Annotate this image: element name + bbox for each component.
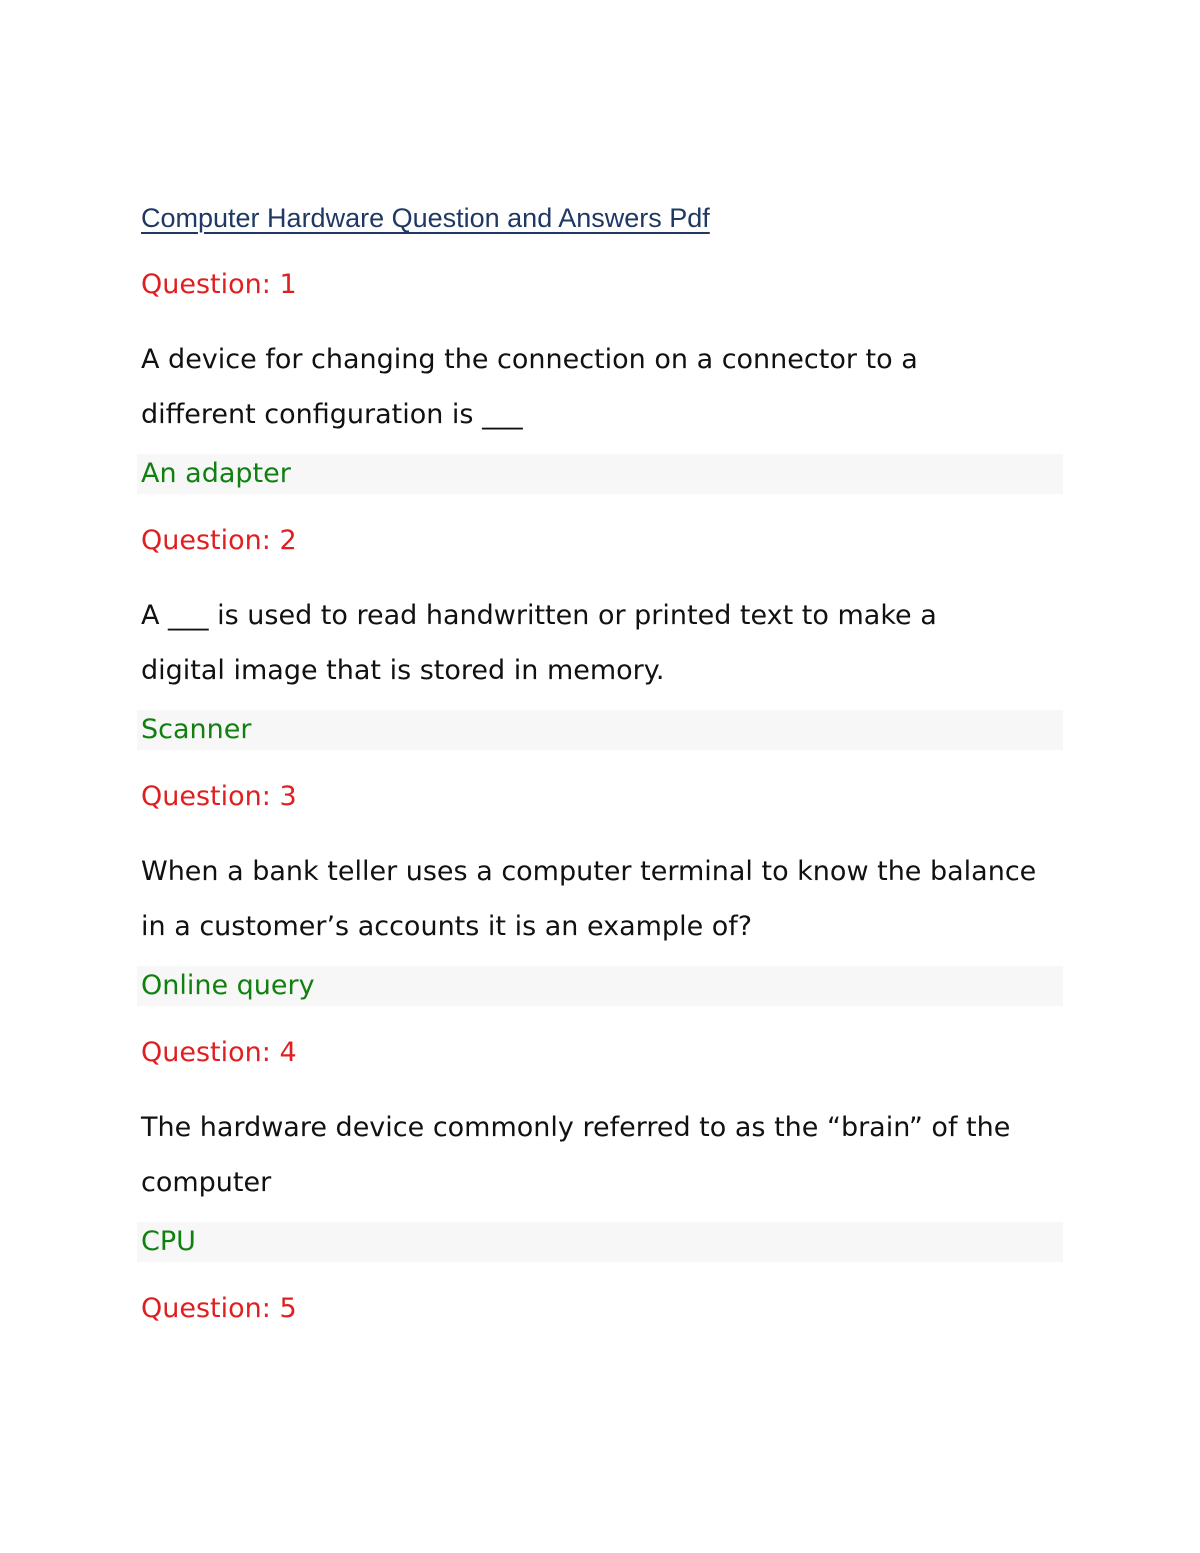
answer-text: Online query [137, 966, 1063, 1006]
question-text [141, 332, 1073, 442]
question-text-line: computer [141, 1167, 272, 1198]
question-block-1 [141, 265, 1063, 494]
question-block-2 [141, 521, 1063, 750]
question-label: Question: 2 [141, 525, 297, 556]
question-text-line: in a customer’s accounts it is an example of? [141, 911, 753, 942]
question-text-line: digital image that is stored in memory. [141, 655, 665, 686]
question-block-4 [141, 1033, 1063, 1262]
answer-text: Scanner [137, 710, 1063, 750]
question-text [141, 1100, 1073, 1210]
document-content [141, 198, 1063, 1329]
question-label: Question: 3 [141, 781, 297, 812]
question-label: Question: 5 [141, 1293, 297, 1324]
question-text-line: A ___ is used to read handwritten or printed text to make a [141, 600, 937, 631]
question-label: Question: 1 [141, 269, 297, 300]
question-text-line: The hardware device commonly referred to as the “brain” of the [141, 1112, 1011, 1143]
question-text-line: When a bank teller uses a computer terminal to know the balance [141, 856, 1037, 887]
question-block-5 [141, 1289, 1063, 1329]
question-block-3 [141, 777, 1063, 1006]
document-title: Computer Hardware Question and Answers Pdf [141, 203, 710, 233]
answer-text: An adapter [137, 454, 1063, 494]
question-text [141, 844, 1073, 954]
answer-text: CPU [137, 1222, 1063, 1262]
question-text-line: A device for changing the connection on a connector to a [141, 344, 918, 375]
question-text [141, 588, 1073, 698]
question-text-line: different configuration is ___ [141, 399, 523, 430]
question-label: Question: 4 [141, 1037, 297, 1068]
